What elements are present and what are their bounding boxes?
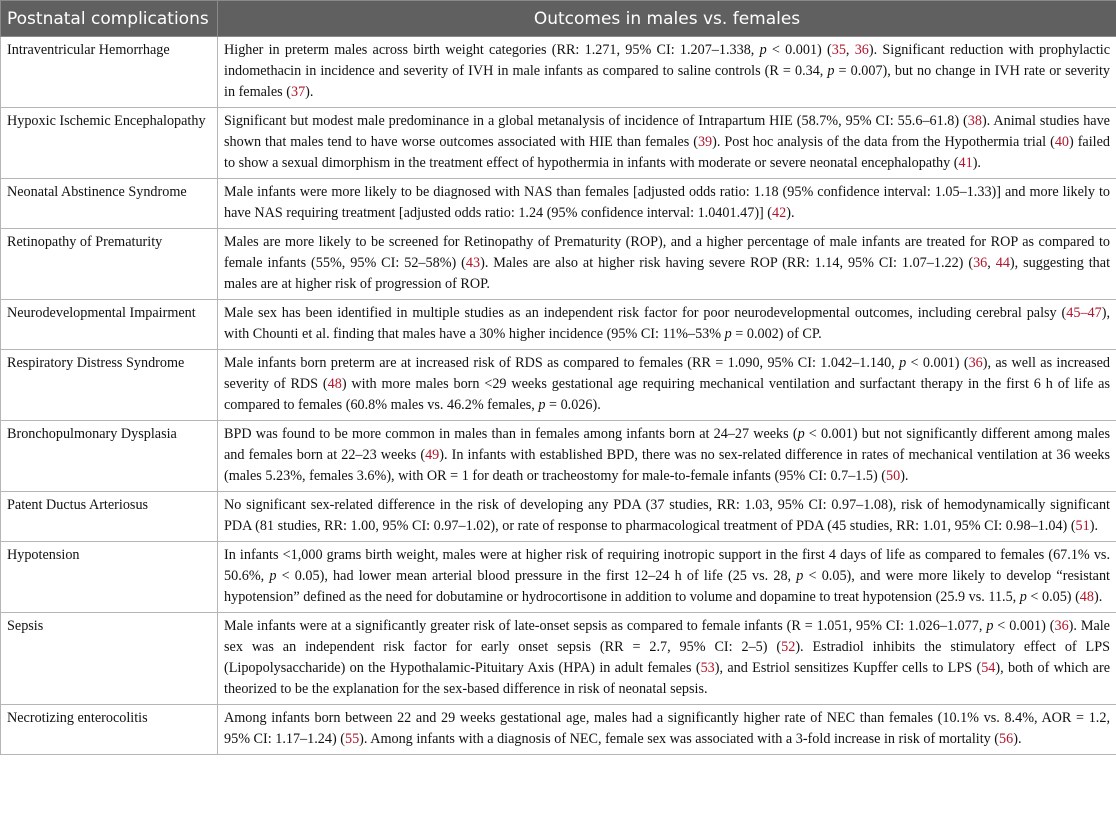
- table-row: [1, 300, 1116, 350]
- table-header-row: [1, 1, 1116, 37]
- table-body: [1, 37, 1116, 755]
- complication-name: Hypoxic Ischemic Encephalopathy: [1, 108, 218, 179]
- outcome-text: [218, 37, 1116, 108]
- text-segment: ).: [1093, 589, 1103, 605]
- italic-symbol: p: [827, 63, 835, 79]
- header-postnatal-complications: Postnatal complications: [1, 1, 218, 37]
- reference-link[interactable]: 55: [344, 731, 360, 747]
- header-outcomes: Outcomes in males vs. females: [218, 1, 1116, 37]
- text-segment: ). Significant reduction with prophylactic indomethacin in incidence and severity of IVH in male infants as compared to saline controls (R = 0.34,: [224, 42, 1111, 79]
- text-segment: In infants <1,000 grams birth weight, males were at higher risk of requiring inotropic support in the first 4 days of life as compared to females (67.1% vs. 50.6%,: [224, 547, 1110, 584]
- text-segment: ).: [1013, 731, 1022, 747]
- text-segment: = 0.007), but no change in IVH rate or severity in females (: [224, 63, 1110, 100]
- reference-link[interactable]: 36: [854, 42, 869, 58]
- outcome-text: [218, 492, 1116, 542]
- italic-symbol: p: [724, 326, 732, 342]
- text-segment: ).: [305, 84, 314, 100]
- reference-link[interactable]: 54: [981, 660, 996, 676]
- text-segment: ).: [900, 468, 909, 484]
- reference-link[interactable]: 56: [999, 731, 1014, 747]
- text-segment: Male infants were at a significantly greater risk of late-onset sepsis as compared to female infants (R = 1.051, 95% CI: 1.026–1.077,: [224, 618, 987, 634]
- complication-name: Retinopathy of Prematurity: [1, 229, 218, 300]
- reference-link[interactable]: 39: [697, 134, 713, 150]
- outcome-text: [218, 705, 1116, 755]
- reference-link[interactable]: 40: [1054, 134, 1069, 150]
- reference-link[interactable]: 41: [958, 155, 973, 171]
- text-segment: Male sex has been identified in multiple studies as an independent risk factor for poor neurodevelopmental outcomes, including cerebral palsy (: [224, 305, 1067, 321]
- text-segment: BPD was found to be more common in males than in females among infants born at 24–27 weeks (: [224, 426, 798, 442]
- text-segment: < 0.001) (: [906, 355, 969, 371]
- text-segment: < 0.05) (: [1026, 589, 1080, 605]
- reference-link[interactable]: 52: [781, 639, 796, 655]
- table-row: [1, 613, 1116, 705]
- text-segment: ,: [987, 255, 996, 271]
- table-row: [1, 492, 1116, 542]
- table-row: [1, 108, 1116, 179]
- text-segment: Significant but modest male predominance in a global metanalysis of incidence of Intrapartum HIE (58.7%, 95% CI: 55.6–61.8) (: [224, 113, 968, 129]
- italic-symbol: p: [1019, 589, 1027, 605]
- text-segment: ), with Chounti et al. finding that males have a 30% higher incidence (95% CI: 11%–53%: [224, 305, 1110, 342]
- reference-link[interactable]: 36: [1054, 618, 1069, 634]
- text-segment: < 0.001) but not significantly different among males and females born at 22–23 weeks (: [224, 426, 1110, 463]
- italic-symbol: p: [538, 397, 546, 413]
- reference-link[interactable]: 48: [327, 376, 342, 392]
- text-segment: ) failed to show a sexual dimorphism in the treatment effect of hypothermia in infants with moderate or severe neonatal encephalopathy (: [224, 134, 1110, 171]
- outcome-text: [218, 179, 1116, 229]
- italic-symbol: p: [797, 426, 805, 442]
- text-segment: = 0.026).: [545, 397, 601, 413]
- text-segment: < 0.001) (: [766, 42, 832, 58]
- text-segment: = 0.002) of CP.: [731, 326, 822, 342]
- complication-name: Neonatal Abstinence Syndrome: [1, 179, 218, 229]
- text-segment: ) with more males born <29 weeks gestational age requiring mechanical ventilation and surfactant therapy in the first 6 h of life as compared to females (60.8% males vs. 46.2% females,: [224, 376, 1110, 413]
- text-segment: ), as well as increased severity of RDS (: [224, 355, 1110, 392]
- reference-link[interactable]: 48: [1079, 589, 1094, 605]
- complication-name: Intraventricular Hemorrhage: [1, 37, 218, 108]
- italic-symbol: p: [759, 42, 767, 58]
- text-segment: ). Males are also at higher risk having severe ROP (RR: 1.14, 95% CI: 1.07–1.22) (: [480, 255, 974, 271]
- reference-link[interactable]: 53: [700, 660, 715, 676]
- table-row: [1, 421, 1116, 492]
- complication-name: Necrotizing enterocolitis: [1, 705, 218, 755]
- text-segment: No significant sex-related difference in the risk of developing any PDA (37 studies, RR: 1.03, 95% CI: 0.97–1.08), risk of hemodynamically significant PDA (81 studies, RR: 1.00, 95% CI: 0.97–1.02), or rate of response to pharmacological treatment of PDA (45 studies, RR: 1.01, 95% CI: 0.98–1.04) (: [224, 497, 1110, 534]
- text-segment: ). In infants with established BPD, there was no sex-related difference in rates of mechanical ventilation at 36 weeks (males 5.23%, females 3.6%), with OR = 1 for death or tracheostomy for male-to-female infants (95% CI: 0.7–1.5) (: [224, 447, 1110, 484]
- italic-symbol: p: [899, 355, 907, 371]
- text-segment: ). Among infants with a diagnosis of NEC, female sex was associated with a 3-fold increase in risk of mortality (: [359, 731, 1000, 747]
- table-row: [1, 37, 1116, 108]
- complication-name: Sepsis: [1, 613, 218, 705]
- complication-name: Bronchopulmonary Dysplasia: [1, 421, 218, 492]
- table-row: [1, 179, 1116, 229]
- table-row: [1, 542, 1116, 613]
- reference-link[interactable]: 43: [465, 255, 481, 271]
- text-segment: ), both of which are theorized to be the explanation for the sex-based difference in risk of neonatal sepsis.: [224, 660, 1110, 697]
- reference-link[interactable]: 49: [425, 447, 440, 463]
- text-segment: ).: [972, 155, 981, 171]
- text-segment: < 0.001) (: [993, 618, 1055, 634]
- outcome-text: [218, 542, 1116, 613]
- reference-link[interactable]: 44: [995, 255, 1010, 271]
- reference-link[interactable]: 51: [1075, 518, 1090, 534]
- text-segment: ), suggesting that males are at higher risk of progression of ROP.: [224, 255, 1111, 292]
- text-segment: ). Post hoc analysis of the data from the Hypothermia trial (: [712, 134, 1055, 150]
- text-segment: ), and Estriol sensitizes Kupffer cells to LPS (: [714, 660, 982, 676]
- outcome-text: [218, 350, 1116, 421]
- text-segment: ). Male sex was an independent risk factor for early onset sepsis (RR = 2.7, 95% CI: 2–5) (: [224, 618, 1110, 655]
- outcome-text: [218, 300, 1116, 350]
- italic-symbol: p: [796, 568, 804, 584]
- outcome-text: [218, 613, 1116, 705]
- text-segment: < 0.05), and were more likely to develop “resistant hypotension” defined as the need for dobutamine or hydrocortisone in addition to volume and dopamine to treat hypotension (25.9 vs. 11.5,: [224, 568, 1110, 605]
- reference-link[interactable]: 36: [973, 255, 988, 271]
- reference-link[interactable]: 35: [831, 42, 846, 58]
- reference-link[interactable]: 37: [290, 84, 306, 100]
- complication-name: Patent Ductus Arteriosus: [1, 492, 218, 542]
- text-segment: ). Animal studies have shown that males tend to have worse outcomes associated with HIE than females (: [224, 113, 1110, 150]
- text-segment: Male infants were more likely to be diagnosed with NAS than females [adjusted odds ratio: 1.18 (95% confidence interval: 1.05–1.33)] and more likely to have NAS requiring treatment [adjusted odds ratio: 1.24 (95% confidence interval: 1.0401.47)] (: [224, 184, 1110, 221]
- text-segment: ).: [1089, 518, 1099, 534]
- text-segment: Male infants born preterm are at increased risk of RDS as compared to females (RR = 1.090, 95% CI: 1.042–1.140,: [224, 355, 900, 371]
- complication-name: Respiratory Distress Syndrome: [1, 350, 218, 421]
- table-row: [1, 350, 1116, 421]
- reference-link[interactable]: 45–47: [1066, 305, 1102, 321]
- text-segment: Among infants born between 22 and 29 weeks gestational age, males had a significantly higher rate of NEC than females (10.1% vs. 8.4%, AOR = 1.2, 95% CI: 1.17–1.24) (: [224, 710, 1110, 747]
- outcome-text: [218, 421, 1116, 492]
- text-segment: Males are more likely to be screened for Retinopathy of Prematurity (ROP), and a higher percentage of male infants are treated for ROP as compared to female infants (55%, 95% CI: 52–58%) (: [224, 234, 1110, 271]
- reference-link[interactable]: 36: [968, 355, 983, 371]
- reference-link[interactable]: 42: [772, 205, 787, 221]
- text-segment: ). Estradiol inhibits the stimulatory effect of LPS (Lipopolysaccharide) on the Hypothalamic-Pituitary Axis (HPA) in adult females (: [224, 639, 1110, 676]
- text-segment: ,: [845, 42, 855, 58]
- italic-symbol: p: [269, 568, 277, 584]
- outcome-text: [218, 229, 1116, 300]
- text-segment: Higher in preterm males across birth weight categories (RR: 1.271, 95% CI: 1.207–1.338,: [224, 42, 760, 58]
- italic-symbol: p: [986, 618, 994, 634]
- complication-name: Neurodevelopmental Impairment: [1, 300, 218, 350]
- reference-link[interactable]: 38: [967, 113, 982, 129]
- reference-link[interactable]: 50: [886, 468, 901, 484]
- outcome-text: [218, 108, 1116, 179]
- text-segment: < 0.05), had lower mean arterial blood pressure in the first 12–24 h of life (25 vs. 28,: [276, 568, 797, 584]
- text-segment: ).: [786, 205, 795, 221]
- complication-name: Hypotension: [1, 542, 218, 613]
- table-row: [1, 705, 1116, 755]
- table-row: [1, 229, 1116, 300]
